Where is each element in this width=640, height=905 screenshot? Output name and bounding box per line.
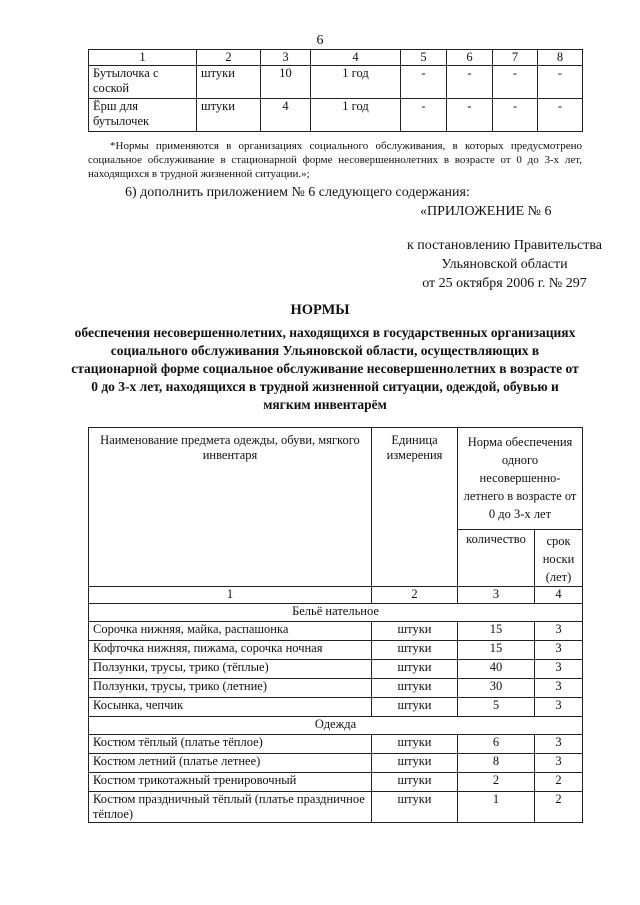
norms-title: НОРМЫ bbox=[290, 302, 350, 318]
column-number: 4 bbox=[535, 587, 583, 604]
table-row bbox=[89, 773, 583, 792]
header-quantity: количество bbox=[458, 530, 535, 587]
table-cell: - bbox=[447, 66, 493, 99]
top-table-header-row bbox=[89, 50, 583, 66]
table-cell: 1 год bbox=[311, 99, 401, 132]
table-cell: 3 bbox=[535, 735, 583, 754]
table-cell: - bbox=[447, 99, 493, 132]
resolution-reference bbox=[407, 236, 602, 293]
table-cell: штуки bbox=[372, 735, 458, 754]
header-name: Наименование предмета одежды, обуви, мягкого инвентаря bbox=[89, 428, 372, 587]
table-row bbox=[89, 641, 583, 660]
norms-subtitle: обеспечения несовершеннолетних, находящихся в государственных организациях социального обслуживания Ульяновской области, осуществляющих в стационарной форме социальное обслуживание несовершеннолетних в возрасте от 0 до 3-х лет, находящихся в трудной жизненной ситуации, одеждой, обувью и мягким инвентарём bbox=[71, 325, 579, 412]
table-cell: 3 bbox=[535, 698, 583, 717]
resolution-line: к постановлению Правительства bbox=[406, 238, 602, 253]
table-cell: штуки bbox=[372, 622, 458, 641]
table-cell: штуки bbox=[372, 792, 458, 823]
table-cell: Сорочка нижняя, майка, распашонка bbox=[89, 622, 372, 641]
table-cell: 4 bbox=[261, 99, 311, 132]
table-cell: 1 год bbox=[311, 66, 401, 99]
norms-table-body bbox=[89, 428, 583, 823]
table-cell: 30 bbox=[458, 679, 535, 698]
footnote: *Нормы применяются в организациях социального обслуживания, в которых предусмотрено социальное обслуживание в стационарной форме несовершеннолетних в возрасте от 0 до 3-х лет, находящихся в трудной жизненной ситуации.»; bbox=[88, 140, 582, 180]
table-cell: штуки bbox=[372, 754, 458, 773]
table-cell: Бутылочка с соской bbox=[89, 66, 197, 99]
table-cell: штуки bbox=[372, 698, 458, 717]
table-cell: - bbox=[493, 66, 538, 99]
table-cell: 10 bbox=[261, 66, 311, 99]
resolution-line: от 25 октября 2006 г. № 297 bbox=[422, 276, 587, 291]
table-cell: 3 bbox=[535, 660, 583, 679]
table-cell: Ползунки, трусы, трико (летние) bbox=[89, 679, 372, 698]
table-cell: Ползунки, трусы, трико (тёплые) bbox=[89, 660, 372, 679]
norms-table bbox=[88, 427, 583, 823]
table-cell: Косынка, чепчик bbox=[89, 698, 372, 717]
table-row bbox=[89, 66, 583, 99]
table-cell: 6 bbox=[458, 735, 535, 754]
appendix-title: «ПРИЛОЖЕНИЕ № 6 bbox=[420, 204, 552, 219]
top-table-column-number: 5 bbox=[401, 50, 447, 66]
section-title: Одежда bbox=[89, 717, 583, 735]
page-number: 6 bbox=[316, 33, 324, 48]
section-row bbox=[89, 604, 583, 622]
table-cell: штуки bbox=[372, 641, 458, 660]
top-table bbox=[88, 49, 583, 132]
table-cell: 3 bbox=[535, 754, 583, 773]
top-table-column-number: 3 bbox=[261, 50, 311, 66]
header-term: срок носки (лет) bbox=[535, 530, 583, 587]
table-cell: штуки bbox=[197, 66, 261, 99]
table-cell: 5 bbox=[458, 698, 535, 717]
table-cell: штуки bbox=[372, 660, 458, 679]
table-cell: 15 bbox=[458, 641, 535, 660]
table-cell: - bbox=[538, 66, 583, 99]
table-cell: Кофточка нижняя, пижама, сорочка ночная bbox=[89, 641, 372, 660]
column-number: 2 bbox=[372, 587, 458, 604]
table-cell: 3 bbox=[535, 679, 583, 698]
table-cell: 2 bbox=[535, 773, 583, 792]
top-table-column-number: 2 bbox=[197, 50, 261, 66]
table-cell: 40 bbox=[458, 660, 535, 679]
table-cell: - bbox=[538, 99, 583, 132]
column-number-row bbox=[89, 587, 583, 604]
table-row bbox=[89, 754, 583, 773]
table-cell: Костюм праздничный тёплый (платье праздничное тёплое) bbox=[89, 792, 372, 823]
table-cell: 3 bbox=[535, 622, 583, 641]
table-cell: 8 bbox=[458, 754, 535, 773]
table-cell: штуки bbox=[372, 773, 458, 792]
table-cell: штуки bbox=[372, 679, 458, 698]
top-table-column-number: 7 bbox=[493, 50, 538, 66]
table-cell: Костюм трикотажный тренировочный bbox=[89, 773, 372, 792]
table-row bbox=[89, 99, 583, 132]
table-cell: - bbox=[401, 99, 447, 132]
table-row bbox=[89, 679, 583, 698]
top-table-column-number: 1 bbox=[89, 50, 197, 66]
table-row bbox=[89, 698, 583, 717]
table-header-row bbox=[89, 428, 583, 530]
table-cell: Костюм тёплый (платье тёплое) bbox=[89, 735, 372, 754]
top-table-column-number: 4 bbox=[311, 50, 401, 66]
table-cell: Ёрш для бутылочек bbox=[89, 99, 197, 132]
resolution-line: Ульяновской области bbox=[441, 257, 568, 272]
table-row bbox=[89, 660, 583, 679]
table-cell: - bbox=[401, 66, 447, 99]
table-cell: 2 bbox=[458, 773, 535, 792]
table-row bbox=[89, 735, 583, 754]
header-norm: Норма обеспечения одного несовершенно-летнего в возрасте от 0 до 3-х лет bbox=[458, 428, 583, 530]
top-table-column-number: 6 bbox=[447, 50, 493, 66]
table-cell: 15 bbox=[458, 622, 535, 641]
table-cell: 1 bbox=[458, 792, 535, 823]
table-cell: штуки bbox=[197, 99, 261, 132]
column-number: 1 bbox=[89, 587, 372, 604]
section-row bbox=[89, 717, 583, 735]
column-number: 3 bbox=[458, 587, 535, 604]
header-unit: Единица измерения bbox=[372, 428, 458, 587]
table-cell: 2 bbox=[535, 792, 583, 823]
table-cell: - bbox=[493, 99, 538, 132]
top-table-body bbox=[89, 50, 583, 132]
amendment-paragraph: 6) дополнить приложением № 6 следующего содержания: bbox=[125, 185, 470, 200]
top-table-column-number: 8 bbox=[538, 50, 583, 66]
table-cell: Костюм летний (платье летнее) bbox=[89, 754, 372, 773]
table-row bbox=[89, 622, 583, 641]
table-cell: 3 bbox=[535, 641, 583, 660]
section-title: Бельё нательное bbox=[89, 604, 583, 622]
table-row bbox=[89, 792, 583, 823]
